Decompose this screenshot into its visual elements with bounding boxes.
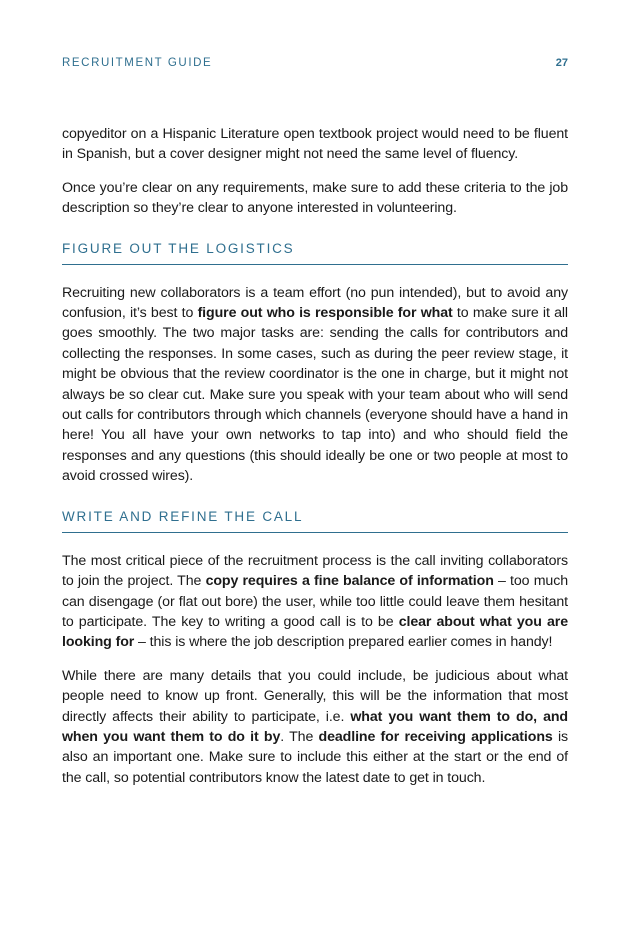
bold-text-run: what you want them to do, and when you want them to do it by bbox=[62, 708, 568, 745]
paragraph bbox=[62, 124, 568, 165]
section-heading-call: WRITE AND REFINE THE CALL bbox=[62, 509, 568, 533]
page-content bbox=[62, 124, 568, 801]
bold-text-run: copy requires a fine balance of information bbox=[205, 573, 494, 590]
text-run: . The bbox=[280, 728, 319, 745]
paragraph bbox=[62, 178, 568, 219]
text-run: – this is where the job description prepared earlier comes in handy! bbox=[134, 634, 553, 651]
bold-text-run: clear about what you are looking for bbox=[62, 613, 568, 651]
paragraph bbox=[62, 283, 568, 487]
text-run: Once you’re clear on any requirements, make sure to add these criteria to the job description so they’re clear to anyone interested in volunteering. bbox=[62, 179, 568, 217]
bold-text-run: deadline for receiving applications bbox=[318, 728, 553, 745]
text-run: to make sure it all goes smoothly. The two major tasks are: sending the calls for contributors and collecting the responses. In some cases, such as during the peer review stage, it might be obvious that the review coordinator is the one in charge, but it might not always be so clear cut. Make sure you speak with your team about who will send out calls for contributors through which channels (everyone should have a hand in here! You all have your own networks to tap into) and who should field the responses and any questions (this should ideally be one or two people at most to avoid crossed wires). bbox=[62, 305, 568, 485]
text-run: The most critical piece of the recruitment process is the call inviting collaborators to join the project. The bbox=[62, 552, 568, 590]
section-heading-logistics: FIGURE OUT THE LOGISTICS bbox=[62, 241, 568, 265]
paragraph bbox=[62, 666, 568, 788]
text-run: While there are many details that you could include, be judicious about what people need to know up front. Generally, this will be the information that most directly affects their ability to participate, i.e. bbox=[62, 667, 568, 725]
paragraph bbox=[62, 551, 568, 653]
page-number: 27 bbox=[555, 57, 568, 69]
bold-text-run: figure out who is responsible for what bbox=[197, 305, 453, 322]
text-run: is also an important one. Make sure to include this either at the start or the end of the call, so potential contributors know the latest date to get in touch. bbox=[62, 728, 569, 786]
text-run: – too much can disengage (or flat out bore) the user, while too little could leave them hesitant to participate. The key to writing a good call is to be bbox=[62, 573, 568, 630]
running-title: RECRUITMENT GUIDE bbox=[62, 57, 213, 69]
running-header bbox=[62, 55, 568, 71]
text-run: Recruiting new collaborators is a team effort (no pun intended), but to avoid any confusion, it’s best to bbox=[62, 284, 568, 322]
text-run: copyeditor on a Hispanic Literature open textbook project would need to be fluent in Spanish, but a cover designer might not need the same level of fluency. bbox=[62, 126, 568, 163]
